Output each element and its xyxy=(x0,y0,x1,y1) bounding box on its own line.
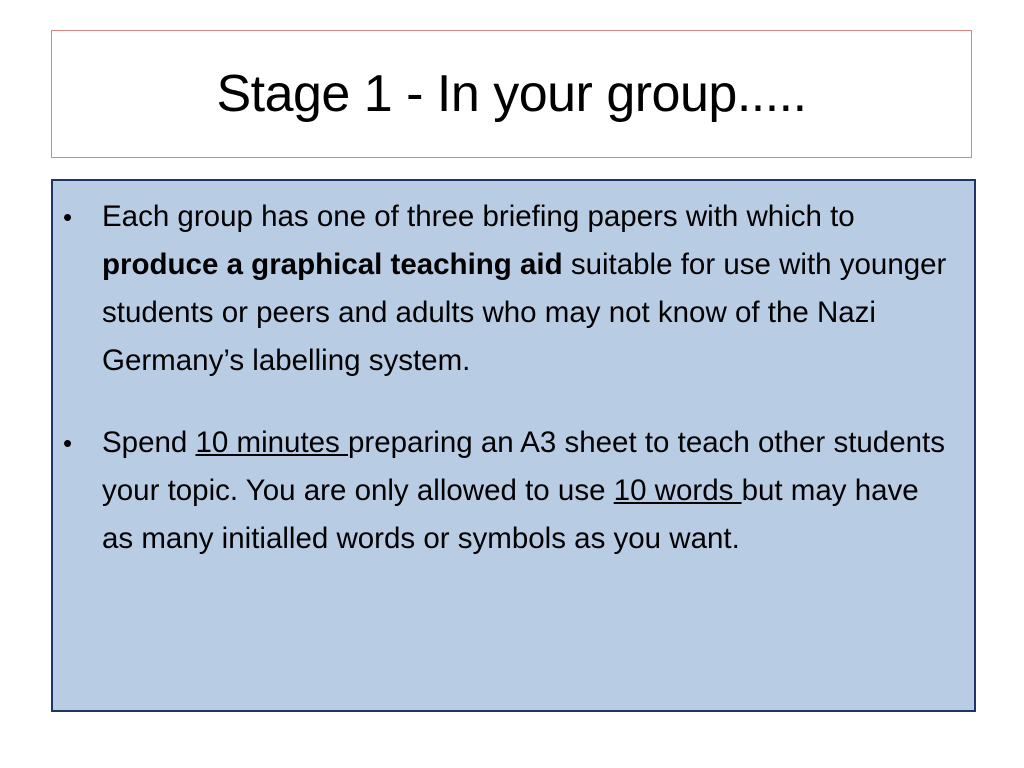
bullet-text: but may have as many initialled words or symbols as you want. xyxy=(102,474,919,555)
bullet-bold-text: produce a graphical teaching aid xyxy=(102,248,563,281)
underlined-text-minutes: 10 minutes xyxy=(195,426,348,459)
bullet-text: Each group has one of three briefing papers with which to xyxy=(102,200,855,233)
bullet-text: suitable for use with younger students or peers and adults who may not know of the Nazi Germany’s labelling system. xyxy=(102,248,947,377)
bullet-item-briefing xyxy=(53,193,952,385)
bullet-list xyxy=(53,181,974,563)
bullet-dot-icon: • xyxy=(63,428,73,458)
bullet-text: Spend xyxy=(102,426,196,459)
underlined-text-words: 10 words xyxy=(613,474,742,507)
title-box xyxy=(51,30,972,158)
slide-title: Stage 1 - In your group..... xyxy=(216,65,807,123)
bullet-item-spend xyxy=(53,419,952,563)
bullet-text: preparing an A3 sheet to teach other students your topic. You are only allowed to use xyxy=(102,426,945,507)
bullet-dot-icon: • xyxy=(63,202,73,232)
content-box xyxy=(51,179,976,712)
